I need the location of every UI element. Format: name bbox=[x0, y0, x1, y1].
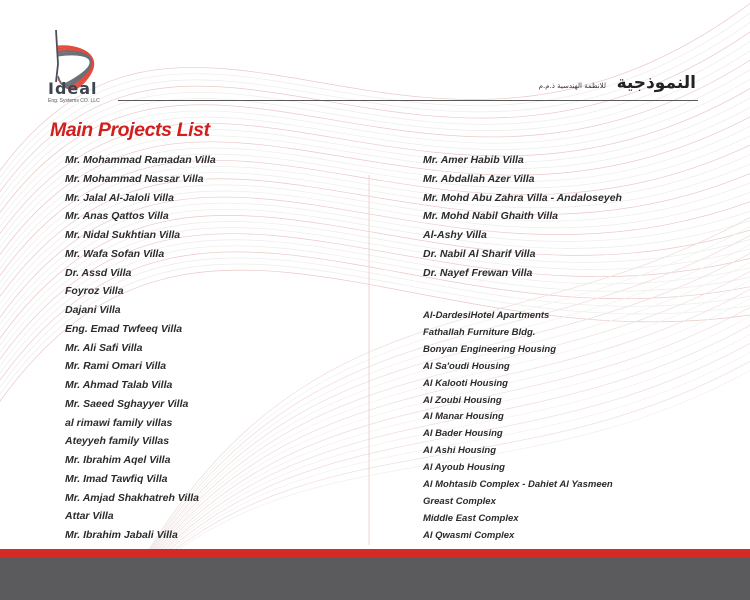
list-item: Fathallah Furniture Bldg. bbox=[423, 326, 536, 338]
list-item: Al Bader Housing bbox=[423, 428, 503, 440]
list-item: Al Zoubi Housing bbox=[423, 394, 502, 406]
list-item: Mr. Amer Habib Villa bbox=[423, 154, 524, 166]
list-item: Mr. Wafa Sofan Villa bbox=[65, 247, 165, 260]
list-item: Al Ashi Housing bbox=[423, 445, 497, 457]
page-title: Main Projects List bbox=[50, 119, 210, 141]
list-item: Al-DardesiHotel Apartments bbox=[423, 310, 550, 321]
list-item: Mr. Jalal Al-Jaloli Villa bbox=[65, 191, 174, 204]
list-item: Middle East Complex bbox=[423, 512, 519, 524]
list-item: Al Ayoub Housing bbox=[423, 462, 505, 474]
list-item: Foyroz Villa bbox=[65, 285, 124, 298]
list-item: al rimawi family villas bbox=[65, 416, 173, 429]
list-item: Mr. Ahmad Talab Villa bbox=[65, 379, 173, 391]
list-item: Al Mohtasib Complex - Dahiet Al Yasmeen bbox=[423, 479, 613, 491]
list-item: Mr. Ibrahim Aqel Villa bbox=[65, 454, 171, 466]
list-item: Bonyan Engineering Housing bbox=[423, 343, 557, 355]
list-item: Mr. Imad Tawfiq Villa bbox=[65, 472, 168, 485]
list-item: Dr. Nayef Frewan Villa bbox=[423, 266, 533, 279]
list-item: Dr. Nabil Al Sharif Villa bbox=[423, 247, 536, 260]
list-item: Al Kalooti Housing bbox=[423, 377, 508, 389]
other-projects-list bbox=[423, 308, 613, 545]
footer-red-band bbox=[0, 549, 750, 558]
list-item: Eng. Emad Twfeeq Villa bbox=[65, 322, 183, 335]
list-item: Mr. Nidal Sukhtian Villa bbox=[65, 229, 181, 241]
list-item: Al-Ashy Villa bbox=[423, 229, 487, 241]
list-item: Al Qwasmi Complex bbox=[423, 529, 515, 541]
list-item: Mr. Rami Omari Villa bbox=[65, 360, 167, 373]
header-rule bbox=[118, 100, 698, 101]
list-item: Mr. Anas Qattos Villa bbox=[65, 210, 169, 223]
list-item: Al Sa'oudi Housing bbox=[423, 360, 510, 372]
arabic-company-name: النموذجية bbox=[616, 73, 696, 93]
list-item: Dr. Assd Villa bbox=[65, 266, 132, 279]
list-item: Greast Complex bbox=[423, 495, 496, 507]
arabic-company-subtitle: للانظمة الهندسية ذ.م.م bbox=[538, 82, 606, 90]
footer-grey-band bbox=[0, 558, 750, 600]
list-item: Al Manar Housing bbox=[423, 411, 504, 423]
list-item: Mr. Mohammad Ramadan Villa bbox=[65, 154, 216, 166]
villas-list-right bbox=[423, 151, 622, 282]
list-item: Mr. Ibrahim Jabali Villa bbox=[65, 529, 178, 541]
logo-wordmark: Ideal bbox=[48, 79, 98, 98]
list-item: Mr. Saeed Sghayyer Villa bbox=[65, 397, 189, 410]
list-item: Mr. Abdallah Azer Villa bbox=[423, 172, 535, 185]
list-item: Mr. Mohammad Nassar Villa bbox=[65, 172, 204, 185]
villas-list-left bbox=[65, 151, 216, 545]
list-item: Attar Villa bbox=[65, 510, 114, 523]
list-item: Mr. Ali Safi Villa bbox=[65, 341, 143, 354]
list-item: Mr. Mohd Abu Zahra Villa - Andaloseyeh bbox=[423, 191, 622, 204]
list-item: Ateyyeh family Villas bbox=[65, 435, 170, 448]
list-item: Mr. Mohd Nabil Ghaith Villa bbox=[423, 210, 558, 223]
list-item: Mr. Amjad Shakhatreh Villa bbox=[65, 491, 200, 504]
logo-tagline: Eng. Systems CO. LLC bbox=[48, 98, 100, 104]
list-item: Dajani Villa bbox=[65, 304, 121, 316]
